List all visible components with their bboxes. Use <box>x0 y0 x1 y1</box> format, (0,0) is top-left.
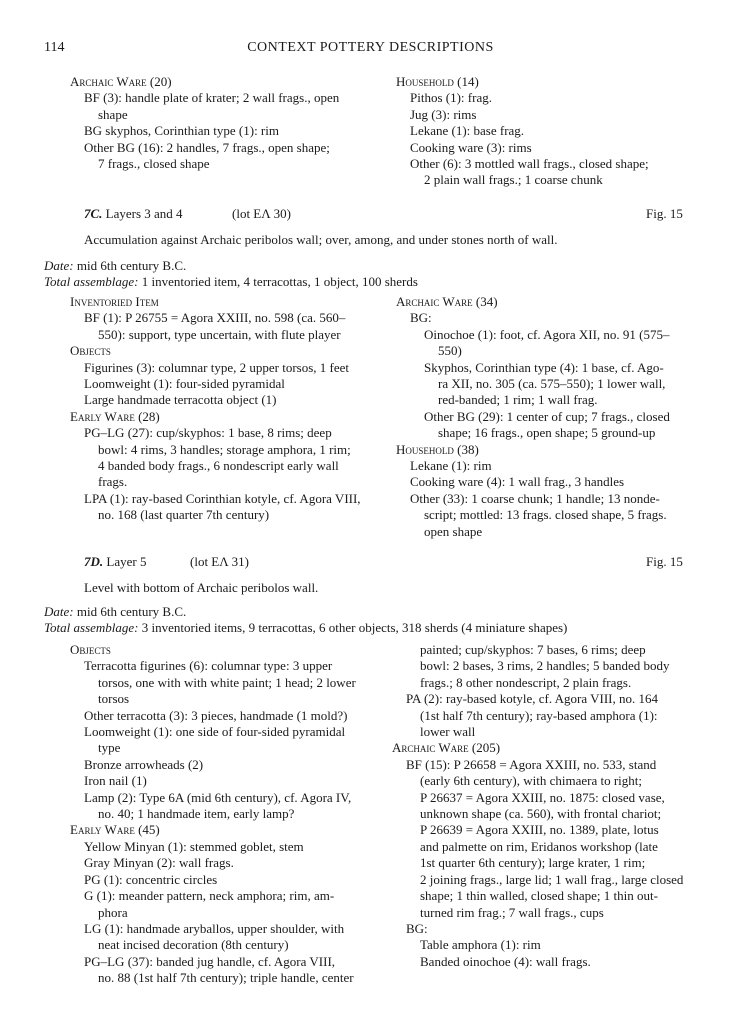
entry-line: 2 joining frags., large lid; 1 wall frag., large closed <box>420 871 684 887</box>
top-left-column <box>70 74 339 172</box>
entry-line: Skyphos, Corinthian type (4): 1 base, cf. Ago- <box>424 359 664 375</box>
category-heading: Objects <box>70 343 111 359</box>
entry-line: turned rim frag.; 7 wall frags., cups <box>420 904 604 920</box>
entry-line: 1st quarter 6th century); large krater, 1 rim; <box>420 855 646 871</box>
category-heading: Household (38) <box>396 441 479 457</box>
section-7c-fig: Fig. 15 <box>646 206 683 221</box>
top-right-column <box>396 74 649 189</box>
entry-line: Other (33): 1 coarse chunk; 1 handle; 13 nonde- <box>410 490 660 506</box>
date-value: mid 6th century B.C. <box>76 258 187 273</box>
category-heading: Early Ware (45) <box>70 822 160 838</box>
category-heading: Household (14) <box>396 74 479 89</box>
entry-line: bowl: 4 rims, 3 handles; storage amphora, 1 rim; <box>98 441 351 457</box>
entry-line: Other terracotta (3): 3 pieces, handmade (1 mold?) <box>84 707 348 723</box>
entry-line: Lekane (1): base frag. <box>410 123 525 139</box>
category-heading: Inventoried Item <box>70 294 159 309</box>
section-7d-id: 7D. <box>84 554 104 569</box>
section-7c-description: Accumulation against Archaic peribolos wall; over, among, and under stones north of wall. <box>84 232 558 247</box>
entry-line: open shape <box>424 523 483 539</box>
entry-line: 4 banded body frags., 6 nondescript early wall <box>98 458 339 474</box>
section-7c-date <box>44 258 186 274</box>
section-7d-title: Layer 5 <box>106 554 147 569</box>
section-7d-lot: (lot EΛ 31) <box>190 554 249 569</box>
entry-line: Cooking ware (3): rims <box>410 139 532 155</box>
entry-line: Other BG (16): 2 handles, 7 frags., open shape; <box>84 139 330 155</box>
entry-line: Loomweight (1): one side of four-sided pyramidal <box>84 724 346 740</box>
entry-line: Banded oinochoe (4): wall frags. <box>420 953 591 969</box>
entry-line: Table amphora (1): rim <box>420 937 541 953</box>
entry-line: LPA (1): ray-based Corinthian kotyle, cf. Agora VIII, <box>84 490 361 506</box>
section-7d-description: Level with bottom of Archaic peribolos wall. <box>84 580 319 595</box>
section-7c-id: 7C. <box>84 206 103 221</box>
entry-line: (1st half 7th century); ray-based amphora (1): <box>420 707 658 723</box>
total-label: Total assemblage: <box>44 274 139 289</box>
category-heading: Early Ware (28) <box>70 408 160 424</box>
entry-line: PA (2): ray-based kotyle, cf. Agora VIII, no. 164 <box>406 691 659 707</box>
section-7c-total <box>44 274 418 290</box>
entry-line: BG: <box>406 920 428 936</box>
entry-line: no. 88 (1st half 7th century); triple handle, center <box>98 970 354 986</box>
entry-line: no. 40; 1 handmade item, early lamp? <box>98 806 295 822</box>
entry-line: PG–LG (37): banded jug handle, cf. Agora VIII, <box>84 953 336 969</box>
category-heading: Archaic Ware (20) <box>70 74 172 89</box>
entry-line: neat incised decoration (8th century) <box>98 937 289 953</box>
entry-line: shape; 16 frags., open shape; 5 ground-up <box>438 425 656 441</box>
entry-line: P 26637 = Agora XXIII, no. 1875: closed vase, <box>420 789 665 805</box>
entry-line: Large handmade terracotta object (1) <box>84 392 277 408</box>
entry-line: Lamp (2): Type 6A (mid 6th century), cf. Agora IV, <box>84 789 352 805</box>
section-7d-fig: Fig. 15 <box>646 554 683 569</box>
date-label: Date: <box>44 258 74 273</box>
entry-line: type <box>98 740 121 756</box>
entry-line: ra XII, no. 305 (ca. 575–550); 1 lower wall, <box>438 376 666 392</box>
entry-line: 2 plain wall frags.; 1 coarse chunk <box>424 172 603 188</box>
entry-line: 7 frags., closed shape <box>98 156 210 172</box>
section-7d-left-column <box>70 642 356 987</box>
entry-line: Terracotta figurines (6): columnar type: 3 upper <box>84 658 333 674</box>
entry-line: shape <box>98 106 128 122</box>
entry-line: BG: <box>410 310 432 326</box>
entry-line: painted; cup/skyphos: 7 bases, 6 rims; deep <box>420 642 646 657</box>
section-7c-right-column <box>396 294 670 540</box>
entry-line: Oinochoe (1): foot, cf. Agora XII, no. 91 (575– <box>424 326 670 342</box>
category-heading: Objects <box>70 642 111 657</box>
entry-line: LG (1): handmade aryballos, upper shoulder, with <box>84 920 345 936</box>
entry-line: PG–LG (27): cup/skyphos: 1 base, 8 rims; deep <box>84 425 332 441</box>
entry-line: phora <box>98 904 128 920</box>
entry-line: PG (1): concentric circles <box>84 871 218 887</box>
entry-line: G (1): meander pattern, neck amphora; rim, am- <box>84 888 335 904</box>
date-value: mid 6th century B.C. <box>76 604 187 619</box>
entry-line: frags. <box>98 474 128 490</box>
total-label: Total assemblage: <box>44 620 139 635</box>
running-head: CONTEXT POTTERY DESCRIPTIONS <box>247 40 494 55</box>
entry-line: Figurines (3): columnar type, 2 upper torsos, 1 feet <box>84 359 349 375</box>
entry-line: bowl: 2 bases, 3 rims, 2 handles; 5 banded body <box>420 658 670 674</box>
section-7d-heading <box>84 554 146 570</box>
entry-line: no. 168 (last quarter 7th century) <box>98 507 270 523</box>
entry-line: red-banded; 1 rim; 1 wall frag. <box>438 392 598 408</box>
entry-line: shape; 1 thin walled, closed shape; 1 thin out- <box>420 888 658 904</box>
entry-line: Cooking ware (4): 1 wall frag., 3 handles <box>410 474 625 490</box>
entry-line: BG skyphos, Corinthian type (1): rim <box>84 123 279 139</box>
total-value: 3 inventoried items, 9 terracottas, 6 other objects, 318 sherds (4 miniature shapes) <box>141 620 568 635</box>
section-7c-heading <box>84 206 183 222</box>
section-7d-right-column <box>392 642 683 970</box>
entry-line: torsos, one with with white paint; 1 head; 2 lower <box>98 674 356 690</box>
entry-line: lower wall <box>420 724 476 740</box>
section-7c-left-column <box>70 294 361 524</box>
entry-line: Lekane (1): rim <box>410 458 492 474</box>
entry-line: 550) <box>438 343 462 359</box>
entry-line: torsos <box>98 691 130 707</box>
date-label: Date: <box>44 604 74 619</box>
entry-line: P 26639 = Agora XXIII, no. 1389, plate, lotus <box>420 822 659 838</box>
total-value: 1 inventoried item, 4 terracottas, 1 object, 100 sherds <box>141 274 418 289</box>
entry-line: Other (6): 3 mottled wall frags., closed shape; <box>410 156 649 172</box>
entry-line: Other BG (29): 1 center of cup; 7 frags., closed <box>424 408 670 424</box>
entry-line: BF (15): P 26658 = Agora XXIII, no. 533, stand <box>406 756 657 772</box>
entry-line: 550): support, type uncertain, with flute player <box>98 326 341 342</box>
entry-line: Yellow Minyan (1): stemmed goblet, stem <box>84 838 304 854</box>
category-heading: Archaic Ware (34) <box>396 294 498 309</box>
entry-line: frags.; 8 other nondescript, 2 plain frags. <box>420 674 632 690</box>
page-number: 114 <box>44 40 65 55</box>
entry-line: Jug (3): rims <box>410 106 477 122</box>
entry-line: Bronze arrowheads (2) <box>84 756 204 772</box>
section-7c-lot: (lot EΛ 30) <box>232 206 291 221</box>
entry-line: Iron nail (1) <box>84 773 147 789</box>
entry-line: BF (3): handle plate of krater; 2 wall frags., open <box>84 90 340 106</box>
entry-line: Loomweight (1): four-sided pyramidal <box>84 376 285 392</box>
entry-line: script; mottled: 13 frags. closed shape, 5 frags. <box>424 507 667 523</box>
category-heading: Archaic Ware (205) <box>392 740 501 756</box>
entry-line: unknown shape (ca. 560), with frontal chariot; <box>420 806 662 822</box>
entry-line: and palmette on rim, Eridanos workshop (late <box>420 838 658 854</box>
section-7d-total <box>44 620 567 636</box>
entry-line: BF (1): P 26755 = Agora XXIII, no. 598 (ca. 560– <box>84 310 346 326</box>
entry-line: (early 6th century), with chimaera to right; <box>420 773 643 789</box>
section-7c-title: Layers 3 and 4 <box>105 206 183 221</box>
entry-line: Pithos (1): frag. <box>410 90 492 106</box>
entry-line: Gray Minyan (2): wall frags. <box>84 855 234 871</box>
section-7d-date <box>44 604 186 620</box>
